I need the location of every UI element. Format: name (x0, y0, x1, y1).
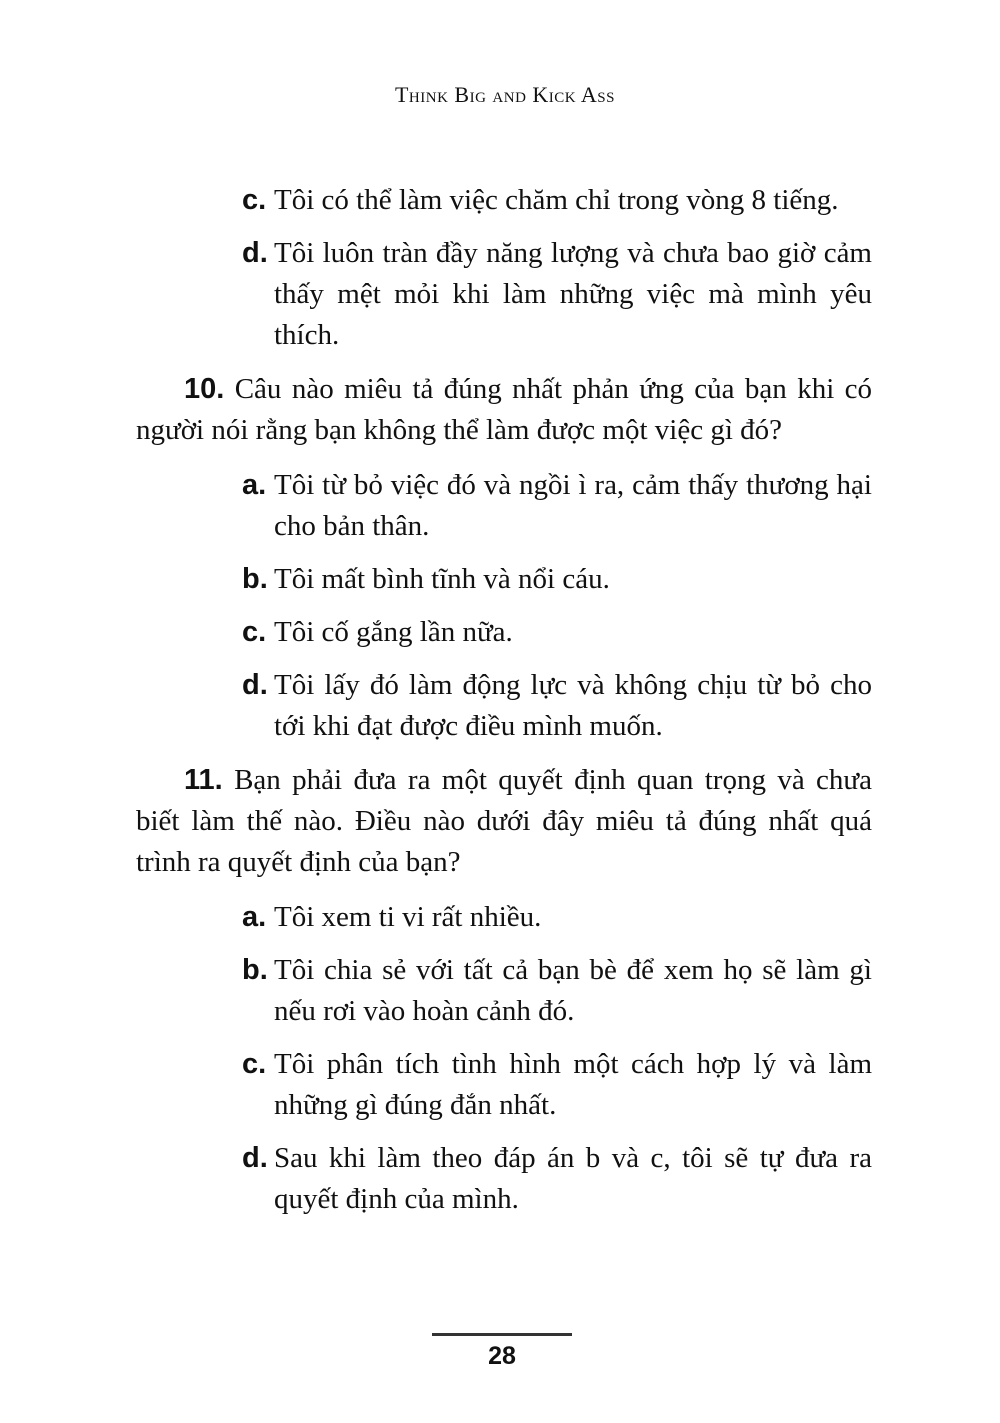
question-number: 10. (184, 373, 225, 405)
option-letter: d. (242, 1142, 268, 1174)
question-11 (136, 760, 872, 883)
option-text: Tôi từ bỏ việc đó và ngồi ì ra, cảm thấy thương hại cho bản thân. (274, 469, 872, 542)
option-item (136, 897, 872, 938)
option-letter: a. (242, 901, 267, 933)
question-text: Câu nào miêu tả đúng nhất phản ứng của bạn khi có người nói rằng bạn không thể làm được một việc gì đó? (136, 373, 873, 446)
option-letter: b. (242, 563, 268, 595)
option-text: Tôi chia sẻ với tất cả bạn bè để xem họ sẽ làm gì nếu rơi vào hoàn cảnh đó. (274, 954, 872, 1027)
option-item (136, 559, 872, 600)
option-text: Tôi phân tích tình hình một cách hợp lý và làm những gì đúng đắn nhất. (274, 1048, 872, 1121)
option-text: Tôi mất bình tĩnh và nổi cáu. (274, 563, 610, 595)
option-text: Sau khi làm theo đáp án b và c, tôi sẽ tự đưa ra quyết định của mình. (274, 1142, 872, 1215)
option-item (136, 612, 872, 653)
footer-divider (432, 1333, 572, 1336)
option-letter: d. (242, 237, 268, 269)
option-text: Tôi lấy đó làm động lực và không chịu từ bỏ cho tới khi đạt được điều mình muốn. (274, 669, 872, 742)
option-text: Tôi luôn tràn đầy năng lượng và chưa bao giờ cảm thấy mệt mỏi khi làm những việc mà mình yêu thích. (274, 237, 872, 351)
option-text: Tôi có thể làm việc chăm chỉ trong vòng 8 tiếng. (274, 184, 839, 216)
option-letter: d. (242, 669, 268, 701)
question-10 (136, 369, 872, 451)
option-item (136, 465, 872, 547)
option-item (136, 180, 872, 221)
option-letter: b. (242, 954, 268, 986)
option-letter: c. (242, 1048, 267, 1080)
option-item (136, 1138, 872, 1220)
option-text: Tôi xem ti vi rất nhiều. (274, 901, 542, 933)
question-text: Bạn phải đưa ra một quyết định quan trọng và chưa biết làm thế nào. Điều nào dưới đây miêu tả đúng nhất quá trình ra quyết định của bạn? (136, 764, 873, 878)
option-letter: c. (242, 616, 267, 648)
option-letter: a. (242, 469, 267, 501)
option-item (136, 950, 872, 1032)
page-number: 28 (488, 1342, 516, 1370)
running-header: Think Big and Kick Ass (394, 82, 615, 107)
question-number: 11. (184, 764, 223, 796)
option-item (136, 1044, 872, 1126)
page-body (136, 180, 872, 1232)
option-letter: c. (242, 184, 267, 216)
option-item (136, 665, 872, 747)
option-item (136, 233, 872, 356)
option-text: Tôi cố gắng lần nữa. (274, 616, 513, 648)
